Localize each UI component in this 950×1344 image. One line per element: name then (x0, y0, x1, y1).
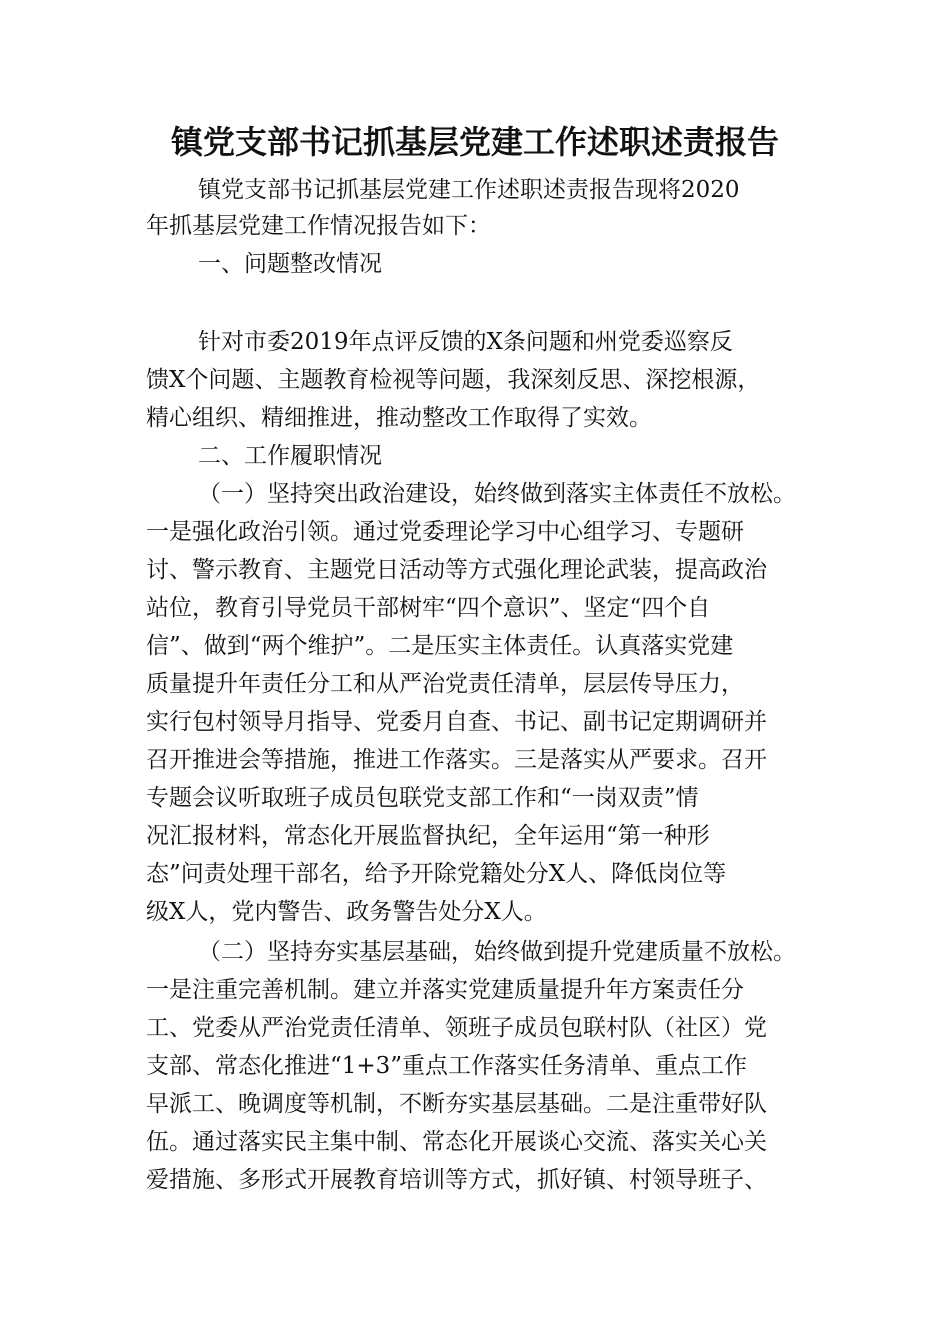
subsection-heading-2: （二）坚持夯实基层基础，始终做到提升党建质量不放松。 (198, 939, 796, 965)
paragraph-line: 工、党委从严治党责任清单、领班子成员包联村队（社区）党 (146, 1015, 767, 1041)
paragraph-line: 精心组织、精细推进，推动整改工作取得了实效。 (146, 405, 652, 431)
paragraph-line: 一是强化政治引领。通过党委理论学习中心组学习、专题研 (146, 519, 744, 545)
paragraph-line: 质量提升年责任分工和从严治党责任清单，层层传导压力， (146, 671, 744, 697)
paragraph-line: 针对市委2019年点评反馈的X条问题和州党委巡察反 (198, 329, 733, 355)
paragraph-line: 况汇报材料，常态化开展监督执纪，全年运用“第一种形 (146, 823, 710, 849)
paragraph-line: 伍。通过落实民主集中制、常态化开展谈心交流、落实关心关 (146, 1129, 767, 1155)
paragraph-line: 年抓基层党建工作情况报告如下： (146, 213, 491, 239)
document-title: 镇党支部书记抓基层党建工作述职述责报告 (170, 123, 779, 161)
paragraph-line: 支部、常态化推进“1+3”重点工作落实任务清单、重点工作 (146, 1053, 748, 1079)
paragraph-line: 一是注重完善机制。建立并落实党建质量提升年方案责任分 (146, 977, 744, 1003)
paragraph-line: 爱措施、多形式开展教育培训等方式，抓好镇、村领导班子、 (146, 1167, 767, 1193)
paragraph-line: 级X人，党内警告、政务警告处分X人。 (146, 899, 547, 925)
section-heading-1: 一、问题整改情况 (198, 251, 382, 277)
subsection-heading-1: （一）坚持突出政治建设，始终做到落实主体责任不放松。 (198, 481, 796, 507)
paragraph-line: 站位，教育引导党员干部树牢“四个意识”、坚定“四个自 (146, 595, 711, 621)
paragraph-line: 早派工、晚调度等机制，不断夯实基层基础。二是注重带好队 (146, 1091, 767, 1117)
paragraph-line: 态”问责处理干部名，给予开除党籍处分X人、降低岗位等 (146, 861, 727, 887)
paragraph-line: 信”、做到“两个维护”。二是压实主体责任。认真落实党建 (146, 633, 734, 659)
paragraph-line: 实行包村领导月指导、党委月自查、书记、副书记定期调研并 (146, 709, 767, 735)
paragraph-line: 镇党支部书记抓基层党建工作述职述责报告现将2020 (198, 177, 740, 203)
section-heading-2: 二、工作履职情况 (198, 443, 382, 469)
paragraph-line: 馈X个问题、主题教育检视等问题，我深刻反思、深挖根源， (146, 367, 761, 393)
paragraph-line: 讨、警示教育、主题党日活动等方式强化理论武装，提高政治 (146, 557, 767, 583)
paragraph-line: 专题会议听取班子成员包联党支部工作和“一岗双责”情 (146, 785, 699, 811)
paragraph-line: 召开推进会等措施，推进工作落实。三是落实从严要求。召开 (146, 747, 767, 773)
